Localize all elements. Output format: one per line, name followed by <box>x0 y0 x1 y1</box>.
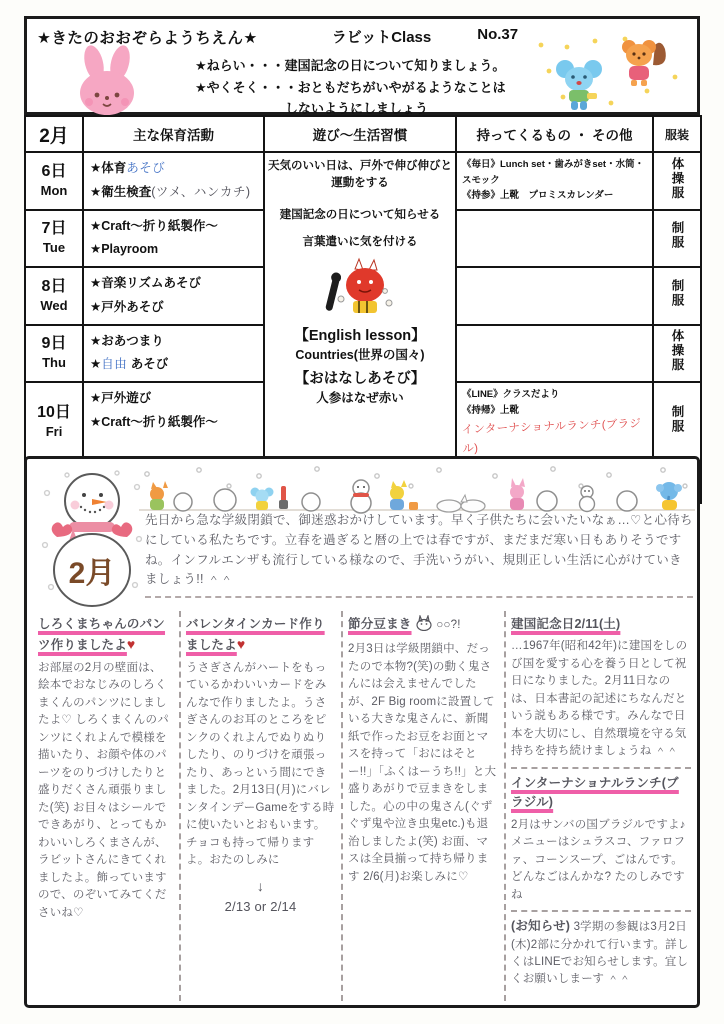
school-name: ★きたのおおぞらようちえん★ <box>37 30 258 47</box>
article-title: バレンタインカード作りましたよ <box>186 617 325 653</box>
play-habits-cell <box>264 152 456 461</box>
oni-demon-icon <box>268 257 452 320</box>
schedule-table <box>24 115 702 504</box>
col-header-activities: 主な保育活動 <box>83 116 264 152</box>
bring-cell: 《LINE》クラスだより 《持帰》上靴 インターナショナルランチ(ブラジル) <box>456 382 653 461</box>
article-columns <box>33 611 697 1001</box>
col-header-play: 遊び〜生活習慣 <box>264 116 456 152</box>
day-cell: 9日 Thu <box>25 325 83 383</box>
snowman-february-icon <box>37 467 147 618</box>
handwritten-note: (ツメ、ハンカチ) <box>151 184 251 199</box>
rabbit-icon <box>65 43 149 122</box>
play-note-kotoba: 言葉遣いに気を付ける <box>302 235 418 248</box>
valentine-date-note: ↓ 2/13 or 2/14 <box>186 876 335 917</box>
clothes-cell: 体操服 <box>653 325 701 383</box>
col-header-bring: 持ってくるもの ・ その他 <box>456 116 653 152</box>
clothes-cell: 体操服 <box>653 152 701 210</box>
play-note-weather: 天気のいい日は、戸外で伸び伸びと運動をする <box>268 160 452 190</box>
heart-icon: ♥ <box>236 636 246 653</box>
monthly-promise-line1: ★やくそく・・・おともだちがいやがるようなことは <box>195 80 506 95</box>
bring-cell <box>456 210 653 268</box>
month-header: 2月 <box>25 116 83 152</box>
table-row-mon <box>25 152 701 210</box>
bring-cell: 《毎日》Lunch set・歯みがきset・水筒・スモック 《持参》上靴 プロミスカレンダー <box>456 152 653 210</box>
day-cell: 8日 Wed <box>25 267 83 325</box>
intro-paragraph: 先日から急な学級閉鎖で、御迷惑おかけしています。早く子供たちに会いたいなぁ…♡と心待ちにしている私たちです。立春を過ぎると暦の上では春ですが、まだまだ寒い日もありそうですね。インフルエンザも流行している様なので、手洗いうがい、規則正しい生活に心がけていきましょう!! ＾＾ <box>145 511 693 598</box>
bring-cell <box>456 267 653 325</box>
title-doodle-beans: ○○?! <box>436 619 461 631</box>
monthly-promise-line2: しないようにしましょう <box>285 101 429 116</box>
article-title: (お知らせ) <box>511 919 571 934</box>
article-announcement <box>511 910 691 989</box>
class-name: ラビットClass <box>331 29 432 46</box>
article-title: インターナショナルランチ(ブラジル) <box>511 775 679 810</box>
article-title: しろくまちゃんのパンツ作りましたよ <box>38 617 166 653</box>
clothes-cell: 制服 <box>653 267 701 325</box>
article-body: 3学期の参観は3月2日(木)2部に分かれて行います。詳しくはLINEでお知らせします。宜しくお願いしまーす ＾＾ <box>511 921 689 986</box>
day-cell: 10日 Fri <box>25 382 83 461</box>
day-cell: 7日 Tue <box>25 210 83 268</box>
col-header-clothes: 服装 <box>653 116 701 152</box>
month-badge: 2月 <box>68 557 116 590</box>
heart-icon: ♥ <box>126 636 136 653</box>
oni-face-doodle-icon <box>415 622 436 634</box>
day-cell: 6日 Mon <box>25 152 83 210</box>
article-valentine-card <box>179 611 341 1001</box>
article-international-lunch <box>511 767 691 904</box>
english-lesson-topic: Countries(世界の国々) <box>295 348 425 362</box>
story-play-title: 【おはなしあそび】 <box>294 371 426 387</box>
activities-cell: ★おあつまり ★自由 あそび <box>83 325 264 383</box>
article-title: 建国記念日2/11(土) <box>511 617 621 631</box>
article-setsubun-mamemaki <box>341 611 504 1001</box>
article-body: うさぎさんがハートをもっているかわいいカードをみんなで作りましたよ。うさぎさんのお耳のところをピンクのくれよんでぬりぬりしたり、のりづけを頑張ったり、あっという間にできました。2月13日(月)にバレンタインデーGameをする時に使いたいとおもいます。チョコも持って帰りますよ。おたのしみに <box>186 661 335 867</box>
schedule-header-row <box>25 116 701 152</box>
article-column-right <box>504 611 697 1001</box>
english-lesson-title: 【English lesson】 <box>294 328 426 344</box>
article-body: 2月はサンバの国ブラジルですよ♪ メニューはシュラスコ、ファロファ、コーンスープ、ごはんです。どんなごはんかな? たのしみですね <box>511 818 686 901</box>
bring-cell <box>456 325 653 383</box>
play-note-kenkoku: 建国記念の日について知らせる <box>279 208 441 221</box>
activities-cell: ★戸外遊び ★Craft〜折り紙製作〜 <box>83 382 264 461</box>
monthly-aim: ★ねらい・・・建国記念の日について知りましょう。 <box>195 58 506 73</box>
issue-number: No.37 <box>477 26 519 43</box>
activities-cell: ★体育あそび ★衛生検査(ツメ、ハンカチ) <box>83 152 264 210</box>
header-title-row <box>37 26 597 48</box>
handwritten-note: 自由 <box>101 357 128 372</box>
article-body: …1967年(昭和42年)に建国をしのび国を愛する心を養う日として祝日になりました。2月11日なのは、日本書記の記述にちなんだという説もある様です。みんなで日本を大切にし、自然環境を守る気持ちを持ち続けましょうね ＾＾ <box>511 640 688 758</box>
article-title: 節分豆まき <box>348 617 412 631</box>
article-kenkoku-kinenbi <box>511 615 691 761</box>
article-polar-bear-pants <box>33 611 179 1001</box>
handwritten-note: あそび <box>126 161 166 175</box>
newsletter-section <box>24 456 700 1008</box>
activities-cell: ★音楽リズムあそび ★戸外あそび <box>83 267 264 325</box>
story-play-topic: 人参はなぜ赤い <box>316 391 404 405</box>
clothes-cell: 制服 <box>653 210 701 268</box>
mouse-squirrel-icon <box>529 31 689 120</box>
article-body: 2月3日は学級閉鎖中、だったので本物?(笑)の動く鬼さんには会えませんでしたが、2F Big roomに設置している大きな鬼さんに、新聞紙で作ったお豆をお面とマスを持って「おにはそとー!!」「ふくはーうち!!」と大盛りあがりで豆まきをしました。心の中の鬼さん(ぐずぐず鬼や泣き虫鬼etc.)も退治しましたよ(笑) お面、マスは全員揃って持ち帰ります 2/6(月)お楽しみに♡ <box>348 643 497 883</box>
clothes-cell: 制服 <box>653 382 701 461</box>
handwritten-lunch-note: インターナショナルランチ(ブラジル) <box>461 418 642 456</box>
down-arrow-icon: ↓ <box>256 877 265 894</box>
activities-cell: ★Craft〜折り紙製作〜 ★Playroom <box>83 210 264 268</box>
header <box>24 16 700 115</box>
article-body: お部屋の2月の壁面は、絵本でおなじみのしろくまくんのパンツにしましたよ♡ しろくまくんのパンツにくれよんで模様を描いたり、お顔や体のパーツをのりづけしたりと盛りだくさん頑張りました(笑) お目々はシールでできあがり、とってもかわいいしろくまさんが、ラビットさんにきてくれましたよ。飾っていますので、のぞいてみてくださいね♡ <box>38 661 169 919</box>
